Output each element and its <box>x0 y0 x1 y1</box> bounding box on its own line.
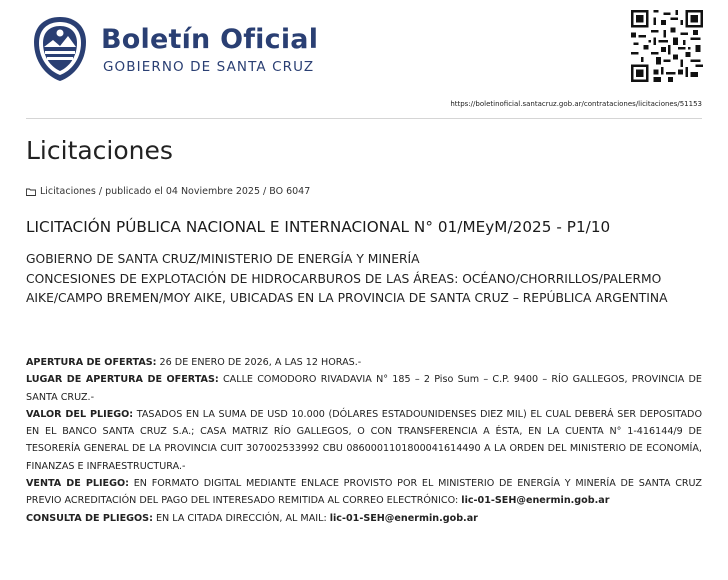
folder-icon <box>26 188 36 196</box>
venta-email[interactable]: lic-01-SEH@enermin.gob.ar <box>461 495 610 507</box>
apertura-text: 26 DE ENERO DE 2026, A LAS 12 HORAS.- <box>156 357 362 368</box>
page-url[interactable]: https://boletinoficial.santacruz.gob.ar/contrataciones/licitaciones/51153 <box>450 100 702 108</box>
brand-title[interactable]: Boletín Oficial <box>101 24 319 55</box>
lugar-label: LUGAR DE APERTURA DE OFERTAS: <box>26 374 219 386</box>
lugar-paragraph <box>26 371 702 406</box>
subject-line: CONCESIONES DE EXPLOTACIÓN DE HIDROCARBUROS DE LAS ÁREAS: OCÉANO/CHORRILLOS/PALERMO AIKE/CAMPO BREMEN/MOY AIKE, UBICADAS EN LA PROVINCIA DE SANTA CRUZ – REPÚBLICA ARGENTINA <box>26 271 668 305</box>
consulta-text: EN LA CITADA DIRECCIÓN, AL MAIL: <box>152 512 330 524</box>
consulta-paragraph <box>26 510 702 527</box>
brand-subtitle: GOBIERNO DE SANTA CRUZ <box>103 59 315 75</box>
qr-code-icon <box>631 10 703 82</box>
licitacion-title: LICITACIÓN PÚBLICA NACIONAL E INTERNACIONAL N° 01/MEyM/2025 - P1/10 <box>26 218 611 236</box>
breadcrumb-text: Licitaciones / publicado el 04 Noviembre 2025 / BO 6047 <box>40 186 311 197</box>
licitacion-intro <box>26 250 716 309</box>
venta-paragraph <box>26 475 702 510</box>
coat-of-arms-icon[interactable] <box>30 14 90 84</box>
valor-label: VALOR DEL PLIEGO: <box>26 408 134 420</box>
header-divider <box>26 118 702 119</box>
valor-paragraph <box>26 406 702 475</box>
valor-text: TASADOS EN LA SUMA DE USD 10.000 (DÓLARES ESTADOUNIDENSES DIEZ MIL) EL CUAL DEBERÁ SER DEPOSITADO EN EL BANCO SANTA CRUZ S.A.; CASA MATRIZ RÍO GALLEGOS, O CON TRANSFERENCIA A ÉSTA, EN LA CUENTA N° 1-416144/9 DE TESORERÍA GENERAL DE LA PROVINCIA CUIT 307002533992 CBU 0860001101800041614490 A LA ORDEN DEL MINISTERIO DE ECONOMÍA, FINANZAS E INFRAESTRUCTURA.- <box>26 408 702 472</box>
consulta-label: CONSULTA DE PLIEGOS: <box>26 512 153 524</box>
venta-label: VENTA DE PLIEGO: <box>26 478 129 490</box>
venta-text: EN FORMATO DIGITAL MEDIANTE ENLACE PROVISTO POR EL MINISTERIO DE ENERGÍA Y MINERÍA DE SANTA CRUZ PREVIO ACREDITACIÓN DEL PAGO DEL INTERESADO REMITIDA AL CORREO ELECTRÓNICO: <box>26 478 702 507</box>
organism-line: GOBIERNO DE SANTA CRUZ/MINISTERIO DE ENERGÍA Y MINERÍA <box>26 252 420 266</box>
apertura-paragraph <box>26 354 702 371</box>
consulta-email[interactable]: lic-01-SEH@enermin.gob.ar <box>329 512 478 524</box>
site-header <box>0 0 728 108</box>
apertura-label: APERTURA DE OFERTAS: <box>26 357 157 368</box>
page-title: Licitaciones <box>26 136 173 165</box>
breadcrumb <box>26 186 310 197</box>
lugar-text: CALLE COMODORO RIVADAVIA N° 185 – 2 Piso Sum – C.P. 9400 – RÍO GALLEGOS, PROVINCIA DE SANTA CRUZ.- <box>26 374 702 403</box>
licitacion-details <box>26 354 702 527</box>
